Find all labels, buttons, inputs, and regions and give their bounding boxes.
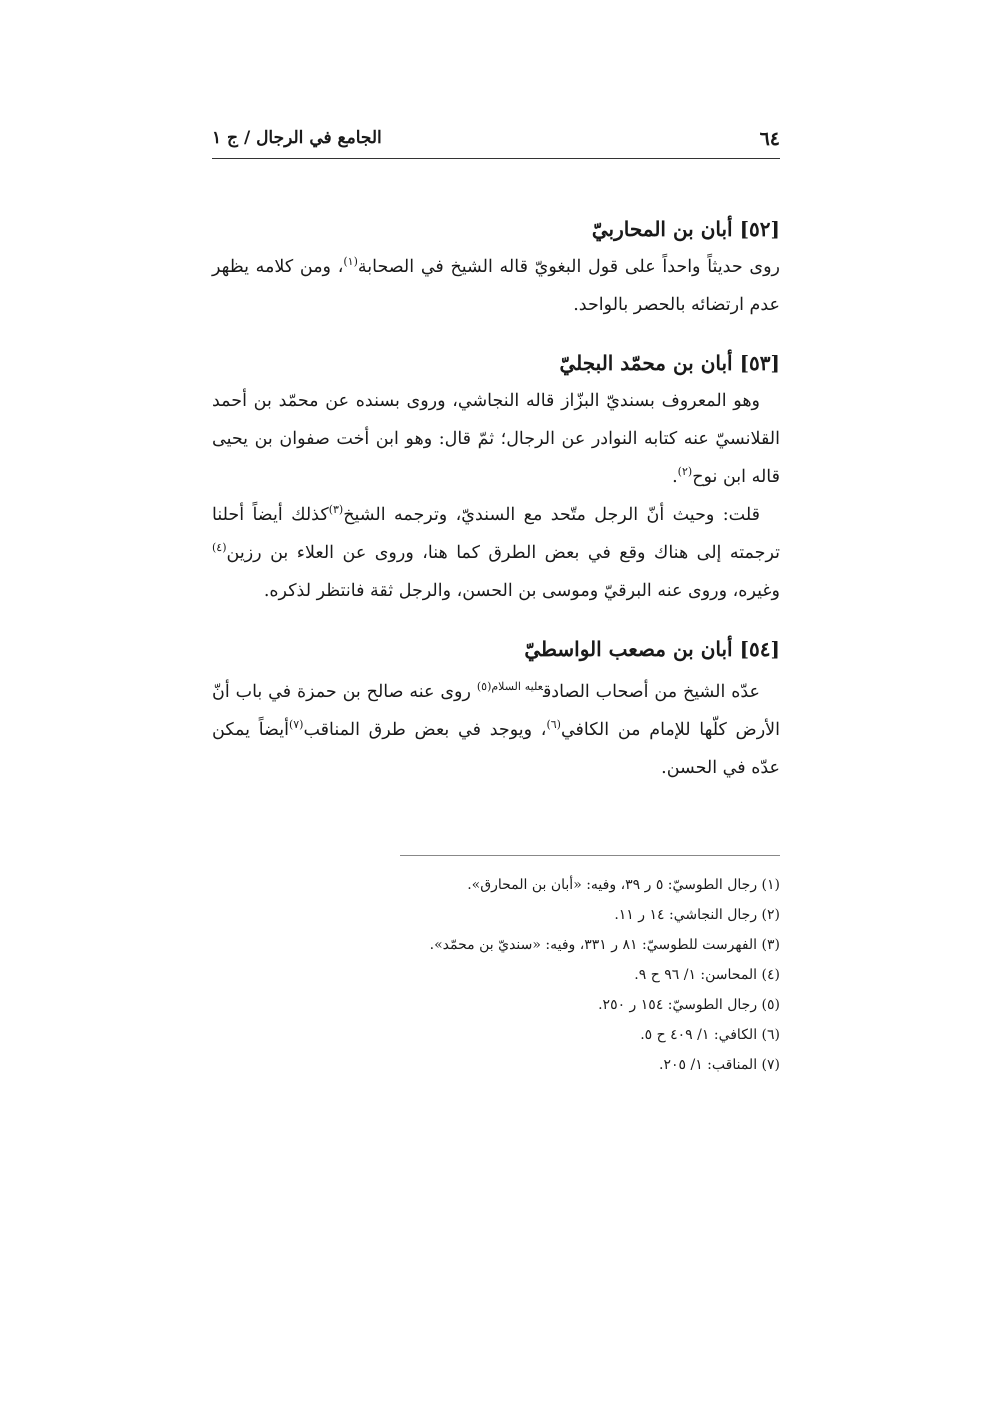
text-run: ، ومن كلامه يظهر عدم ارتضائه بالحصر بالواحد. <box>212 257 780 315</box>
text-run: روى حديثاً واحداً على قول البغويّ قاله الشيخ في الصحابة <box>357 257 780 277</box>
entry-title: [٥٣] أبان بن محمّد البجليّ <box>559 351 780 375</box>
text-run: روى عنه صالح بن حمزة في باب أنّ الأرض كلّها للإمام من الكافي <box>212 681 780 740</box>
footnote-ref: (٦) <box>546 718 561 731</box>
footnote-ref: (٤) <box>212 541 227 555</box>
footnote-divider <box>400 855 780 856</box>
page-header <box>212 118 780 159</box>
entry-title: [٥٤] أبان بن مصعب الواسطيّ <box>524 637 780 661</box>
main-text <box>212 210 780 807</box>
text-run: كذلك أيضاً أحلنا ترجمته إلى هناك وقع في بعض الطرق كما هنا، وروى عن العلاء بن رزين <box>212 505 780 563</box>
footnote-ref: (٥) <box>476 680 492 693</box>
text-run: . <box>672 467 678 487</box>
footnote: (٢) رجال النجاشي: ١٤ ر ١١. <box>614 907 780 923</box>
text-run: قلت: وحيث أنّ الرجل متّحد مع السنديّ، وترجمه الشيخ <box>343 505 760 525</box>
text-run: أيضاً يمكن عدّه في الحسن. <box>212 719 780 778</box>
entry <box>212 210 780 324</box>
footnote-ref: (٣) <box>328 503 344 517</box>
footnote: (٣) الفهرست للطوسيّ: ٨١ ر ٣٣١، وفيه: «سنديّ بن محمّد». <box>429 937 780 953</box>
footnote: (٥) رجال الطوسيّ: ١٥٤ ر ٢٥٠. <box>598 997 780 1013</box>
footnote: (١) رجال الطوسيّ: ٥ ر ٣٩، وفيه: «أبان بن المحارق». <box>467 877 780 893</box>
entry-paragraph <box>212 496 780 610</box>
entry <box>212 344 780 610</box>
entry-title: [٥٢] أبان بن المحاربيّ <box>591 217 780 241</box>
entry-paragraph <box>212 382 780 496</box>
text-run: وغيره، وروى عنه البرقيّ وموسى بن الحسن، والرجل ثقة فانتظر لذكره. <box>263 581 780 601</box>
text-run: عدّه الشيخ من أصحاب الصادق <box>542 681 761 702</box>
page-number: ٦٤ <box>759 128 780 150</box>
footnote-ref: (٧) <box>288 718 304 731</box>
footnote-ref: (٢) <box>677 465 693 479</box>
entry-paragraph <box>212 668 780 787</box>
text-run: وهو المعروف بسنديّ البزّاز قاله النجاشي، وروى بسنده عن محمّد بن أحمد القلانسيّ عنه كتابه النوادر عن الرجال؛ ثمّ قال: وهو ابن أخت صفوان بن يحيى قاله ابن نوح <box>212 391 780 487</box>
entry-paragraph <box>212 248 780 324</box>
footnote: (٤) المحاسن: ١/ ٩٦ ح ٩. <box>634 967 780 983</box>
footnote-ref: (١) <box>343 255 358 269</box>
footnotes <box>212 870 780 1080</box>
footnote: (٧) المناقب: ١/ ٢٠٥. <box>659 1057 780 1073</box>
entry <box>212 630 780 787</box>
text-run: ، ويوجد في بعض طرق المناقب <box>303 719 547 740</box>
honorific-symbol: عليه السلام <box>491 680 543 693</box>
footnote: (٦) الكافي: ١/ ٤٠٩ ح ٥. <box>640 1027 780 1043</box>
running-title: الجامع في الرجال / ج ١ <box>212 128 382 148</box>
